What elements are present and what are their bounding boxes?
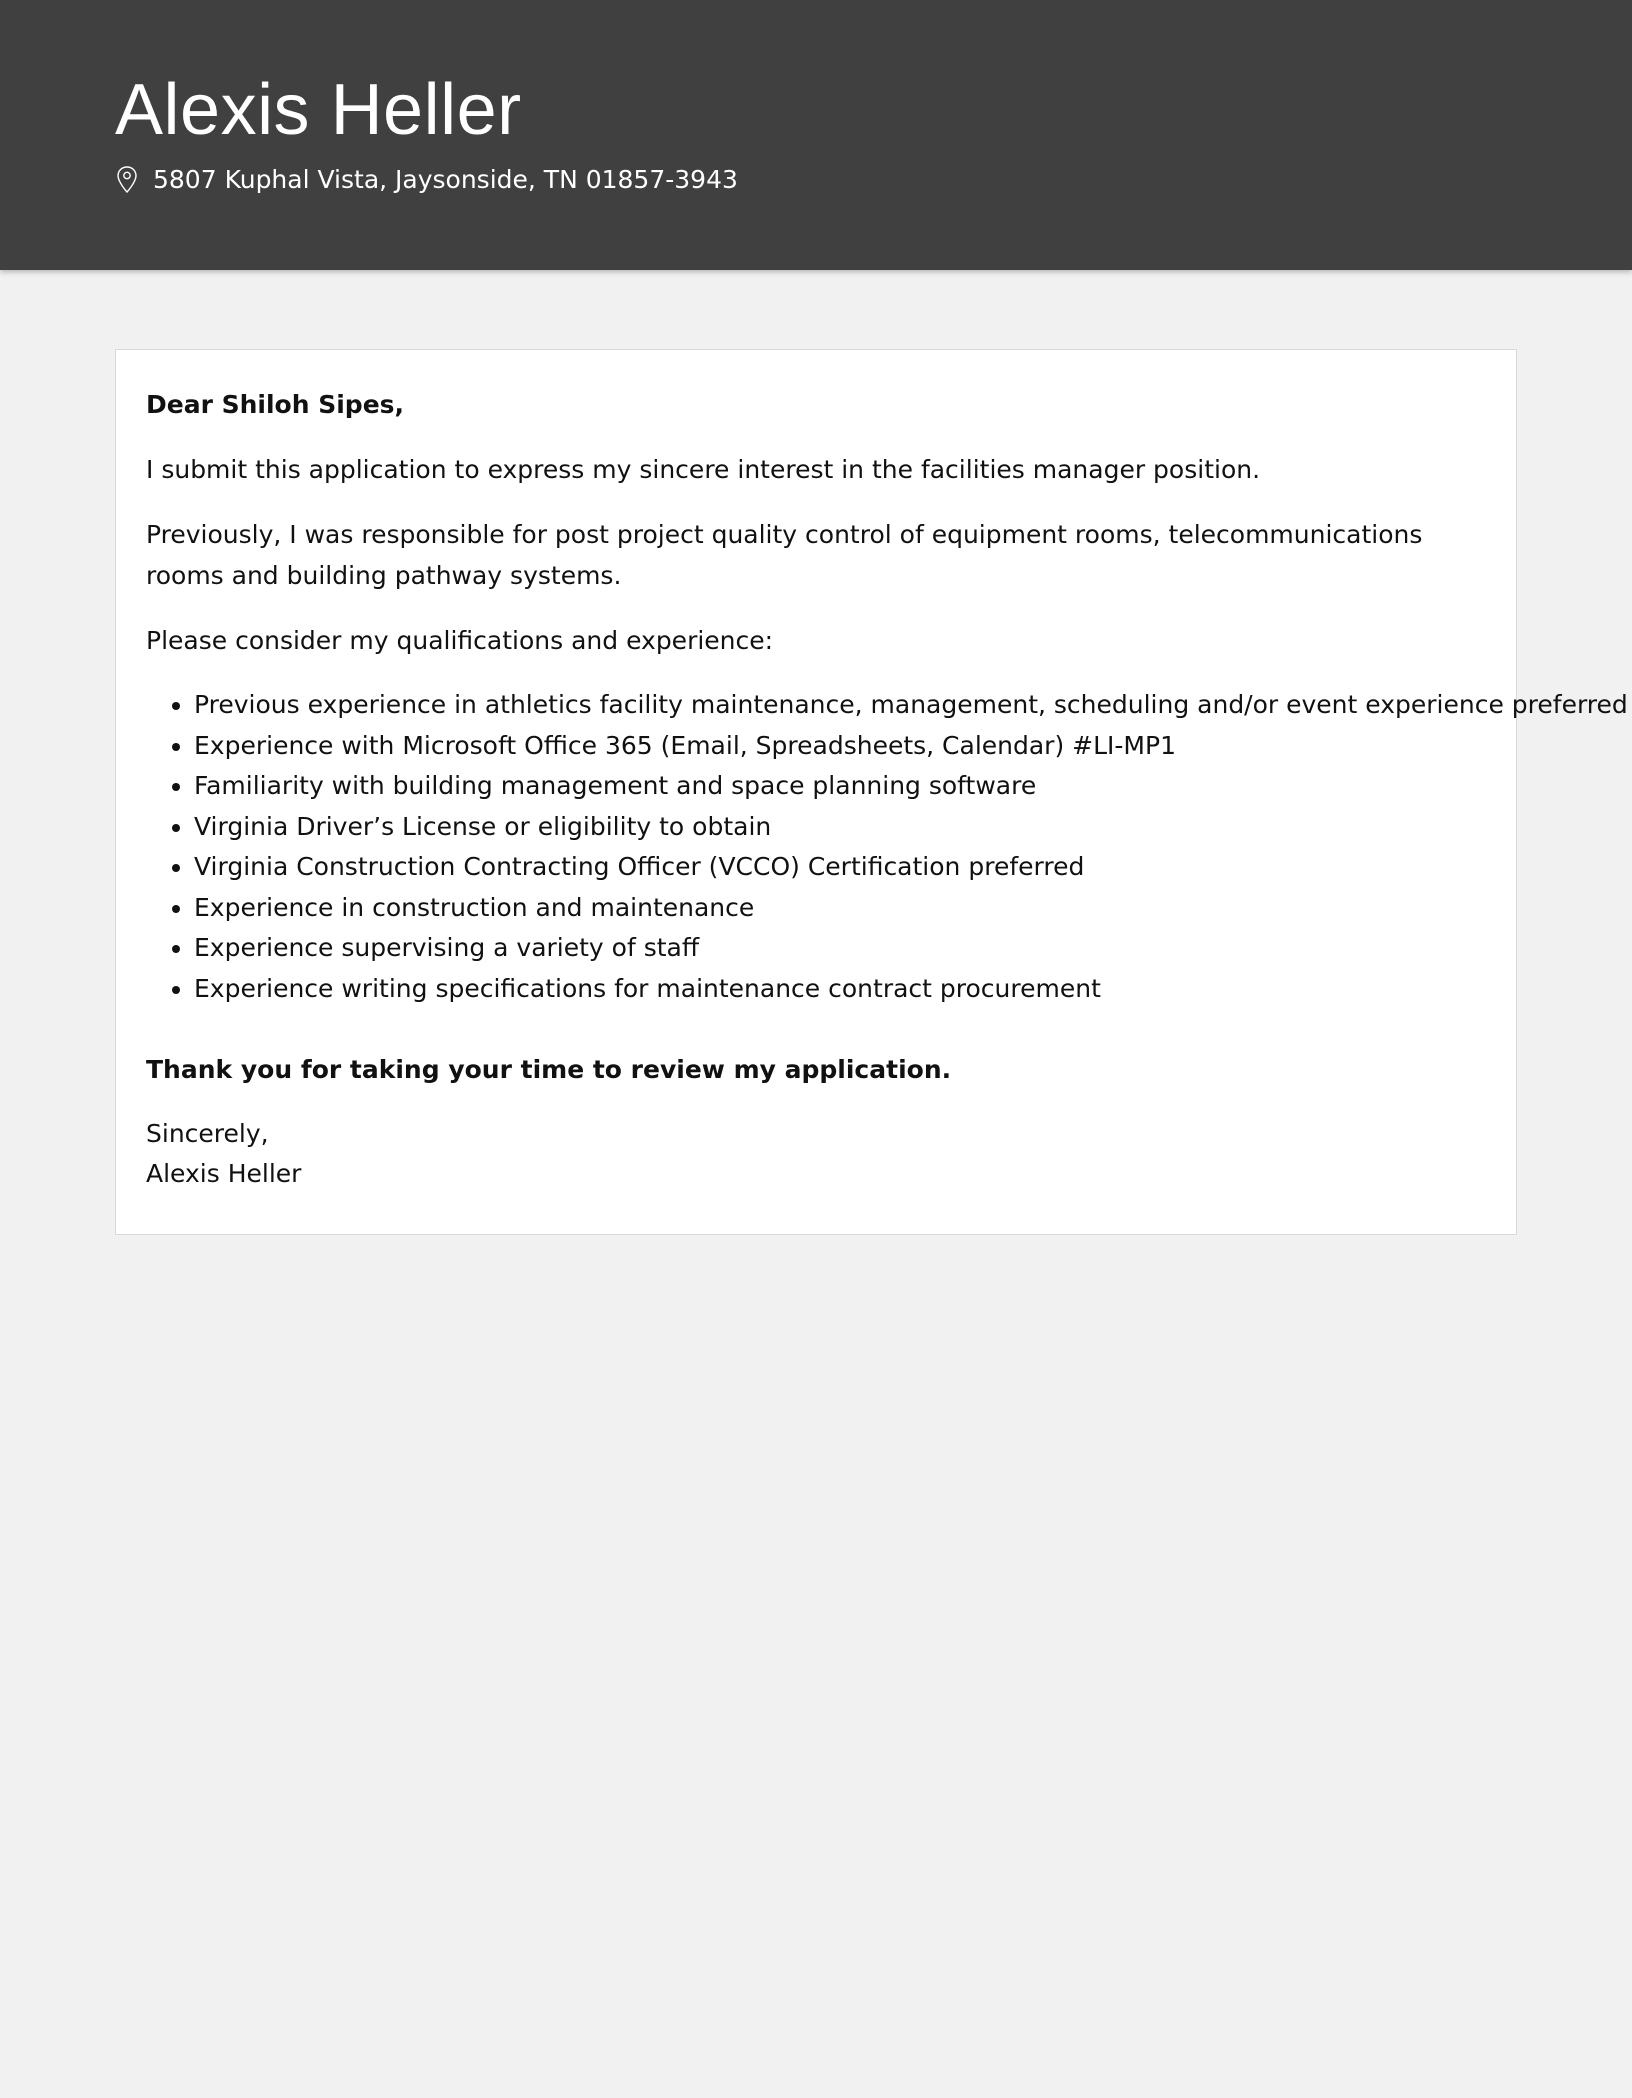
- letter-experience: Previously, I was responsible for post project quality control of equipment rooms, telecommunications rooms and building pathway systems.: [146, 520, 1423, 590]
- qualifications-list: [146, 685, 1628, 1009]
- list-item: • Previous experience in athletics facility maintenance, management, scheduling and/or event experience preferred: [194, 685, 1486, 726]
- letter-signoff: [146, 1114, 1486, 1194]
- location-pin-icon: [115, 165, 139, 195]
- list-item: • Virginia Construction Contracting Officer (VCCO) Certification preferred: [194, 847, 1486, 888]
- letter-closing: Thank you for taking your time to review my application.: [146, 1055, 952, 1084]
- address-row: [115, 164, 1632, 196]
- list-item: • Experience writing specifications for maintenance contract procurement: [194, 969, 1486, 1010]
- letter-intro: I submit this application to express my sincere interest in the facilities manager position.: [146, 455, 1261, 484]
- letter-greeting: Dear Shiloh Sipes,: [146, 390, 405, 419]
- resume-header: [0, 0, 1632, 270]
- applicant-address: 5807 Kuphal Vista, Jaysonside, TN 01857-3943: [153, 165, 738, 194]
- list-item: • Familiarity with building management and space planning software: [194, 766, 1486, 807]
- applicant-name: Alexis Heller: [115, 70, 522, 150]
- signature-name: Alexis Heller: [146, 1159, 302, 1188]
- list-item: • Experience supervising a variety of staff: [194, 928, 1486, 969]
- signoff-text: Sincerely,: [146, 1119, 269, 1148]
- list-item: • Virginia Driver’s License or eligibility to obtain: [194, 807, 1486, 848]
- qualifications-intro: Please consider my qualifications and experience:: [146, 626, 774, 655]
- list-item: • Experience with Microsoft Office 365 (Email, Spreadsheets, Calendar) #LI-MP1: [194, 726, 1486, 767]
- cover-letter-card: [115, 349, 1628, 1235]
- list-item: • Experience in construction and maintenance: [194, 888, 1486, 929]
